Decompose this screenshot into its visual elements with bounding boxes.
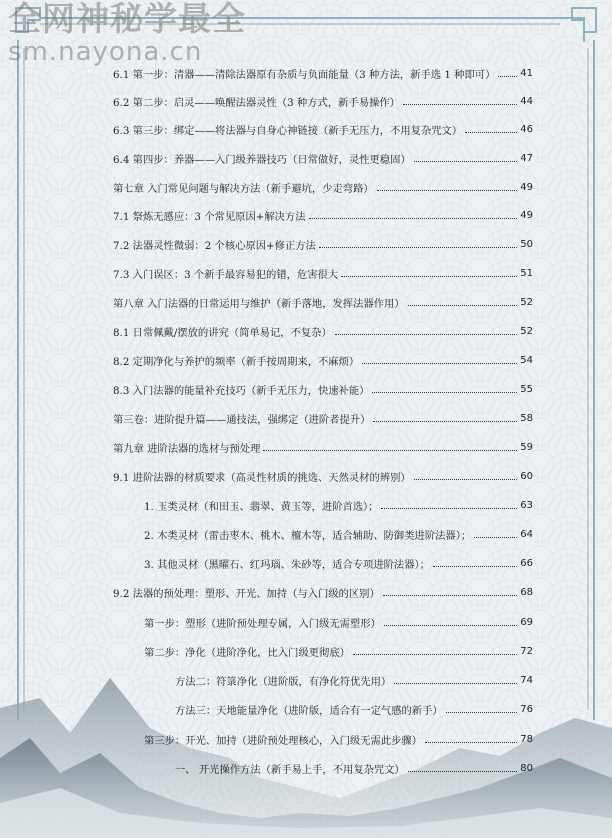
toc-entry[interactable] [144, 643, 533, 659]
toc-dot-leader [319, 247, 517, 248]
toc-entry[interactable] [113, 323, 533, 339]
toc-page-number: 60 [520, 470, 533, 482]
toc-page-number: 72 [520, 645, 533, 657]
watermark-title: 全网神秘学最全 [8, 0, 246, 38]
toc-dot-leader [446, 712, 518, 713]
toc-page-number: 64 [520, 528, 533, 540]
toc-dot-leader [383, 595, 517, 596]
toc-entry[interactable] [113, 352, 533, 368]
toc-dot-leader [394, 683, 517, 684]
toc-page-number: 66 [520, 557, 533, 569]
toc-entry-title: 9.2 法器的预处理：塑形、开光、加持（与入门级的区别） [113, 587, 380, 600]
toc-dot-leader [372, 392, 517, 393]
toc-entry[interactable] [175, 672, 533, 688]
toc-dot-leader [498, 76, 517, 77]
toc-page-number: 44 [520, 95, 533, 107]
toc-dot-leader [384, 625, 517, 626]
toc-entry[interactable] [113, 381, 533, 397]
toc-entry[interactable] [113, 236, 533, 252]
toc-entry-title: 第七章 入门常见问题与解决方法（新手避坑，少走弯路） [113, 182, 374, 195]
toc-entry[interactable] [113, 150, 533, 166]
toc-entry-title: 6.1 第一步：清器——清除法器原有杂质与负面能量（3 种方法，新手选 1 种即可） [113, 68, 496, 81]
toc-entry-title: 2. 木类灵材（雷击枣木、桃木、檀木等，适合辅助、防御类进阶法器）； [144, 529, 472, 542]
toc-entry[interactable] [175, 701, 533, 717]
toc-entry-title: 7.2 法器灵性微弱：2 个核心原因+修正方法 [113, 239, 316, 252]
toc-dot-leader [408, 305, 518, 306]
toc-entry-title: 8.1 日常佩戴/摆放的讲究（简单易记，不复杂） [113, 326, 332, 339]
toc-entry-title: 第一步：塑形（进阶预处理专属，入门级无需塑形） [144, 617, 381, 630]
toc-dot-leader [403, 104, 517, 105]
toc-entry-title: 8.2 定期净化与养护的频率（新手按周期来，不麻烦） [113, 355, 360, 368]
toc-page-number: 80 [520, 762, 533, 774]
toc-entry-title: 7.1 祭炼无感应：3 个常见原因+解决方法 [113, 210, 306, 223]
toc-page-number: 49 [520, 181, 533, 193]
toc-entry[interactable] [113, 93, 533, 109]
toc-entry-title: 7.3 入门误区：3 个新手最容易犯的错，危害很大 [113, 268, 339, 281]
toc-entry[interactable] [113, 410, 533, 426]
toc-dot-leader [465, 132, 517, 133]
toc-page-number: 51 [520, 267, 533, 279]
toc-page-number: 52 [520, 325, 533, 337]
toc-entry[interactable] [144, 614, 533, 630]
toc-page-number: 68 [520, 586, 533, 598]
toc-entry-title: 9.1 进阶法器的材质要求（高灵性材质的挑选、天然灵材的辨别） [113, 471, 411, 484]
toc-page-number: 55 [520, 383, 533, 395]
toc-entry[interactable] [144, 555, 533, 571]
toc-entry[interactable] [113, 65, 533, 81]
toc-entry[interactable] [144, 731, 533, 747]
toc-entry-title: 一、 开光操作方法（新手易上手，不用复杂咒文） [175, 763, 405, 776]
toc-entry[interactable] [113, 207, 533, 223]
toc-entry-title: 8.3 入门法器的能量补充技巧（新手无压力，快速补能） [113, 384, 370, 397]
watermark-url: sm.nayona.cn [8, 37, 203, 67]
toc-entry[interactable] [113, 121, 533, 137]
toc-entry[interactable] [113, 584, 533, 600]
toc-entry-title: 6.2 第二步：启灵——唤醒法器灵性（3 种方式，新手易操作） [113, 96, 400, 109]
toc-entry-title: 6.3 第三步：绑定——将法器与自身心神链接（新手无压力，不用复杂咒文） [113, 124, 463, 137]
toc-page-number: 49 [520, 209, 533, 221]
toc-dot-leader [433, 566, 517, 567]
toc-dot-leader [362, 363, 517, 364]
toc-entry-title: 第八章 入门法器的日常运用与维护（新手落地，发挥法器作用） [113, 297, 405, 310]
toc-dot-leader [353, 654, 517, 655]
toc-dot-leader [263, 450, 517, 451]
toc-entry-title: 第三卷：进阶提升篇——通技法，强绑定（进阶者提升） [113, 413, 371, 426]
toc-dot-leader [414, 161, 518, 162]
toc-page-number: 69 [520, 616, 533, 628]
toc-page-number: 78 [520, 733, 533, 745]
toc-entry-title: 1. 玉类灵材（和田玉、翡翠、黄玉等，进阶首选）； [144, 500, 379, 513]
toc-entry[interactable] [113, 468, 533, 484]
toc-dot-leader [425, 742, 517, 743]
toc-dot-leader [309, 218, 518, 219]
toc-page-number: 59 [520, 441, 533, 453]
toc-entry[interactable] [113, 294, 533, 310]
toc-dot-leader [408, 771, 517, 772]
toc-entry-title: 第九章 进阶法器的选材与预处理 [113, 442, 261, 455]
toc-entry-title: 第二步：净化（进阶净化，比入门级更彻底） [144, 646, 350, 659]
toc-entry[interactable] [113, 265, 533, 281]
toc-entry-title: 6.4 第四步：养器——入门级养器技巧（日常做好，灵性更稳固） [113, 153, 411, 166]
toc-entry-title: 第三步：开光、加持（进阶预处理核心，入门级无需此步骤） [144, 734, 423, 747]
toc-dot-leader [381, 508, 517, 509]
toc-page-number: 76 [520, 703, 533, 715]
toc-dot-leader [335, 334, 518, 335]
toc-page-number: 63 [520, 499, 533, 511]
toc-page-number: 46 [520, 123, 533, 135]
toc-entry[interactable] [113, 439, 533, 455]
watermark [8, 2, 246, 65]
toc-entry-title: 方法二：符箓净化（进阶版，有净化符优先用） [175, 675, 392, 688]
toc-dot-leader [377, 190, 518, 191]
toc-entry[interactable] [144, 497, 533, 513]
toc-page-number: 52 [520, 296, 533, 308]
toc-dot-leader [373, 421, 517, 422]
toc-entry[interactable] [113, 179, 533, 195]
toc-entry-title: 3. 其他灵材（黑曜石、红玛瑙、朱砂等，适合专项进阶法器）； [144, 558, 430, 571]
toc-entry[interactable] [175, 760, 533, 776]
toc-page-number: 74 [520, 674, 533, 686]
toc-entry[interactable] [144, 526, 533, 542]
toc-page-number: 47 [520, 152, 533, 164]
toc-page-number: 50 [520, 238, 533, 250]
toc-page-number: 58 [520, 412, 533, 424]
toc-dot-leader [341, 276, 517, 277]
toc-entry-title: 方法三：天地能量净化（进阶版，适合有一定气感的新手） [175, 704, 443, 717]
toc-page-number: 41 [520, 67, 533, 79]
toc-page-number: 54 [520, 354, 533, 366]
toc-dot-leader [474, 537, 517, 538]
toc-dot-leader [414, 479, 518, 480]
